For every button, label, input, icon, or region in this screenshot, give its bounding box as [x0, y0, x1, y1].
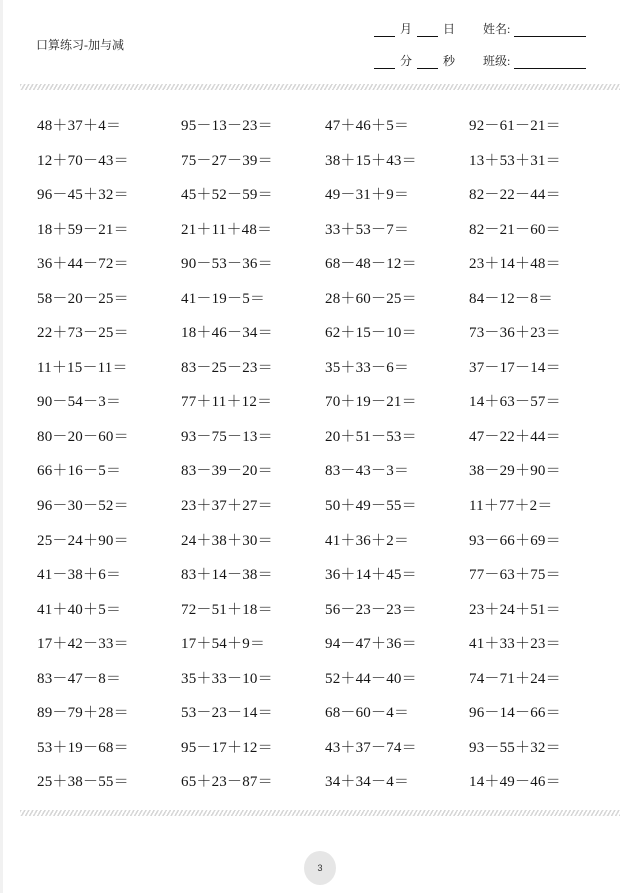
- arithmetic-problem: 72－51＋18＝: [181, 601, 273, 618]
- worksheet-title: 口算练习-加与减: [36, 38, 124, 52]
- arithmetic-problem: 41＋33＋23＝: [469, 636, 561, 653]
- arithmetic-problem: 83－47－8＝: [37, 670, 122, 687]
- arithmetic-problem: 25＋38－55＝: [37, 774, 129, 791]
- arithmetic-problem: 95－13－23＝: [181, 118, 273, 134]
- arithmetic-problem: 77＋11＋12＝: [181, 394, 273, 411]
- arithmetic-problem: 83－25－23＝: [181, 359, 273, 376]
- arithmetic-problem: 56－23－23＝: [325, 601, 417, 618]
- arithmetic-problem: 58－20－25＝: [37, 290, 129, 307]
- arithmetic-problem: 96－30－52＝: [37, 498, 129, 515]
- page-edge: [0, 0, 3, 893]
- arithmetic-problem: 41－19－5＝: [181, 290, 266, 307]
- month-blank: [374, 24, 395, 37]
- arithmetic-problem: 14＋49－46＝: [469, 774, 561, 791]
- arithmetic-problem: 80－20－60＝: [37, 428, 129, 445]
- arithmetic-problem: 41＋40＋5＝: [37, 601, 122, 618]
- arithmetic-problem: 83－39－20＝: [181, 463, 273, 480]
- arithmetic-problem: 20＋51－53＝: [325, 428, 417, 445]
- arithmetic-problem: 45＋52－59＝: [181, 187, 273, 204]
- arithmetic-problem: 65＋23－87＝: [181, 774, 273, 791]
- date-name-row: [374, 20, 586, 37]
- arithmetic-problem: 49－31＋9＝: [325, 187, 410, 204]
- arithmetic-problem: 75－27－39＝: [181, 152, 273, 169]
- arithmetic-problem: 24＋38＋30＝: [181, 532, 273, 549]
- arithmetic-problem: 82－22－44＝: [469, 187, 561, 204]
- arithmetic-problem: 90－53－36＝: [181, 256, 273, 273]
- arithmetic-problem: 68－48－12＝: [325, 256, 417, 273]
- arithmetic-problem: 96－14－66＝: [469, 705, 561, 722]
- arithmetic-problem: 28＋60－25＝: [325, 290, 417, 307]
- arithmetic-problem: 93－66＋69＝: [469, 532, 561, 549]
- arithmetic-problem: 48＋37＋4＝: [37, 118, 122, 134]
- arithmetic-problem: 17＋42－33＝: [37, 636, 129, 653]
- arithmetic-problem: 93－75－13＝: [181, 428, 273, 445]
- name-blank: [514, 24, 586, 37]
- arithmetic-problem: 96－45＋32＝: [37, 187, 129, 204]
- arithmetic-problem: 89－79＋28＝: [37, 705, 129, 722]
- arithmetic-problem: 23＋14＋48＝: [469, 256, 561, 273]
- arithmetic-problem: 36＋14＋45＝: [325, 567, 417, 584]
- arithmetic-problem: 23＋24＋51＝: [469, 601, 561, 618]
- arithmetic-problem: 90－54－3＝: [37, 394, 122, 411]
- arithmetic-problem: 53＋19－68＝: [37, 739, 129, 756]
- arithmetic-problem: 33＋53－7＝: [325, 221, 410, 238]
- class-label: 班级:: [483, 54, 511, 68]
- arithmetic-problem: 50＋49－55＝: [325, 498, 417, 515]
- arithmetic-problem: 23＋37＋27＝: [181, 498, 273, 515]
- arithmetic-problem: 70＋19－21＝: [325, 394, 417, 411]
- name-label: 姓名:: [483, 22, 511, 36]
- arithmetic-problem: 17＋54＋9＝: [181, 636, 266, 653]
- arithmetic-problem: 77－63＋75＝: [469, 567, 561, 584]
- arithmetic-problem: 11＋77＋2＝: [469, 498, 553, 515]
- arithmetic-problem: 66＋16－5＝: [37, 463, 122, 480]
- arithmetic-problem: 74－71＋24＝: [469, 670, 561, 687]
- arithmetic-problem: 18＋59－21＝: [37, 221, 129, 238]
- arithmetic-problem: 11＋15－11＝: [37, 359, 128, 376]
- arithmetic-problem: 62＋15－10＝: [325, 325, 417, 342]
- second-blank: [417, 56, 438, 69]
- problem-grid: [37, 116, 613, 807]
- page-number-badge: 3: [304, 851, 336, 885]
- arithmetic-problem: 34＋34－4＝: [325, 774, 410, 791]
- arithmetic-problem: 73－36＋23＝: [469, 325, 561, 342]
- arithmetic-problem: 41－38＋6＝: [37, 567, 122, 584]
- day-blank: [417, 24, 438, 37]
- arithmetic-problem: 35＋33－6＝: [325, 359, 410, 376]
- top-divider-stripe: [20, 84, 620, 90]
- arithmetic-problem: 68－60－4＝: [325, 705, 410, 722]
- arithmetic-problem: 13＋53＋31＝: [469, 152, 561, 169]
- arithmetic-problem: 38－29＋90＝: [469, 463, 561, 480]
- arithmetic-problem: 43＋37－74＝: [325, 739, 417, 756]
- minute-label: 分: [400, 54, 413, 68]
- arithmetic-problem: 18＋46－34＝: [181, 325, 273, 342]
- arithmetic-problem: 83＋14－38＝: [181, 567, 273, 584]
- day-label: 日: [443, 22, 456, 36]
- arithmetic-problem: 47＋46＋5＝: [325, 118, 410, 134]
- arithmetic-problem: 95－17＋12＝: [181, 739, 273, 756]
- class-blank: [514, 56, 586, 69]
- arithmetic-problem: 41＋36＋2＝: [325, 532, 410, 549]
- arithmetic-problem: 37－17－14＝: [469, 359, 561, 376]
- arithmetic-problem: 14＋63－57＝: [469, 394, 561, 411]
- minute-blank: [374, 56, 395, 69]
- arithmetic-problem: 82－21－60＝: [469, 221, 561, 238]
- arithmetic-problem: 21＋11＋48＝: [181, 221, 273, 238]
- arithmetic-problem: 36＋44－72＝: [37, 256, 129, 273]
- arithmetic-problem: 83－43－3＝: [325, 463, 410, 480]
- arithmetic-problem: 53－23－14＝: [181, 705, 273, 722]
- arithmetic-problem: 25－24＋90＝: [37, 532, 129, 549]
- month-label: 月: [400, 22, 413, 36]
- arithmetic-problem: 52＋44－40＝: [325, 670, 417, 687]
- arithmetic-problem: 38＋15＋43＝: [325, 152, 417, 169]
- time-class-row: [374, 52, 586, 69]
- arithmetic-problem: 12＋70－43＝: [37, 152, 129, 169]
- arithmetic-problem: 94－47＋36＝: [325, 636, 417, 653]
- arithmetic-problem: 22＋73－25＝: [37, 325, 129, 342]
- arithmetic-problem: 47－22＋44＝: [469, 428, 561, 445]
- arithmetic-problem: 93－55＋32＝: [469, 739, 561, 756]
- arithmetic-problem: 92－61－21＝: [469, 118, 561, 134]
- arithmetic-problem: 35＋33－10＝: [181, 670, 273, 687]
- second-label: 秒: [443, 54, 456, 68]
- bottom-divider-stripe: [20, 810, 620, 816]
- arithmetic-problem: 84－12－8＝: [469, 290, 554, 307]
